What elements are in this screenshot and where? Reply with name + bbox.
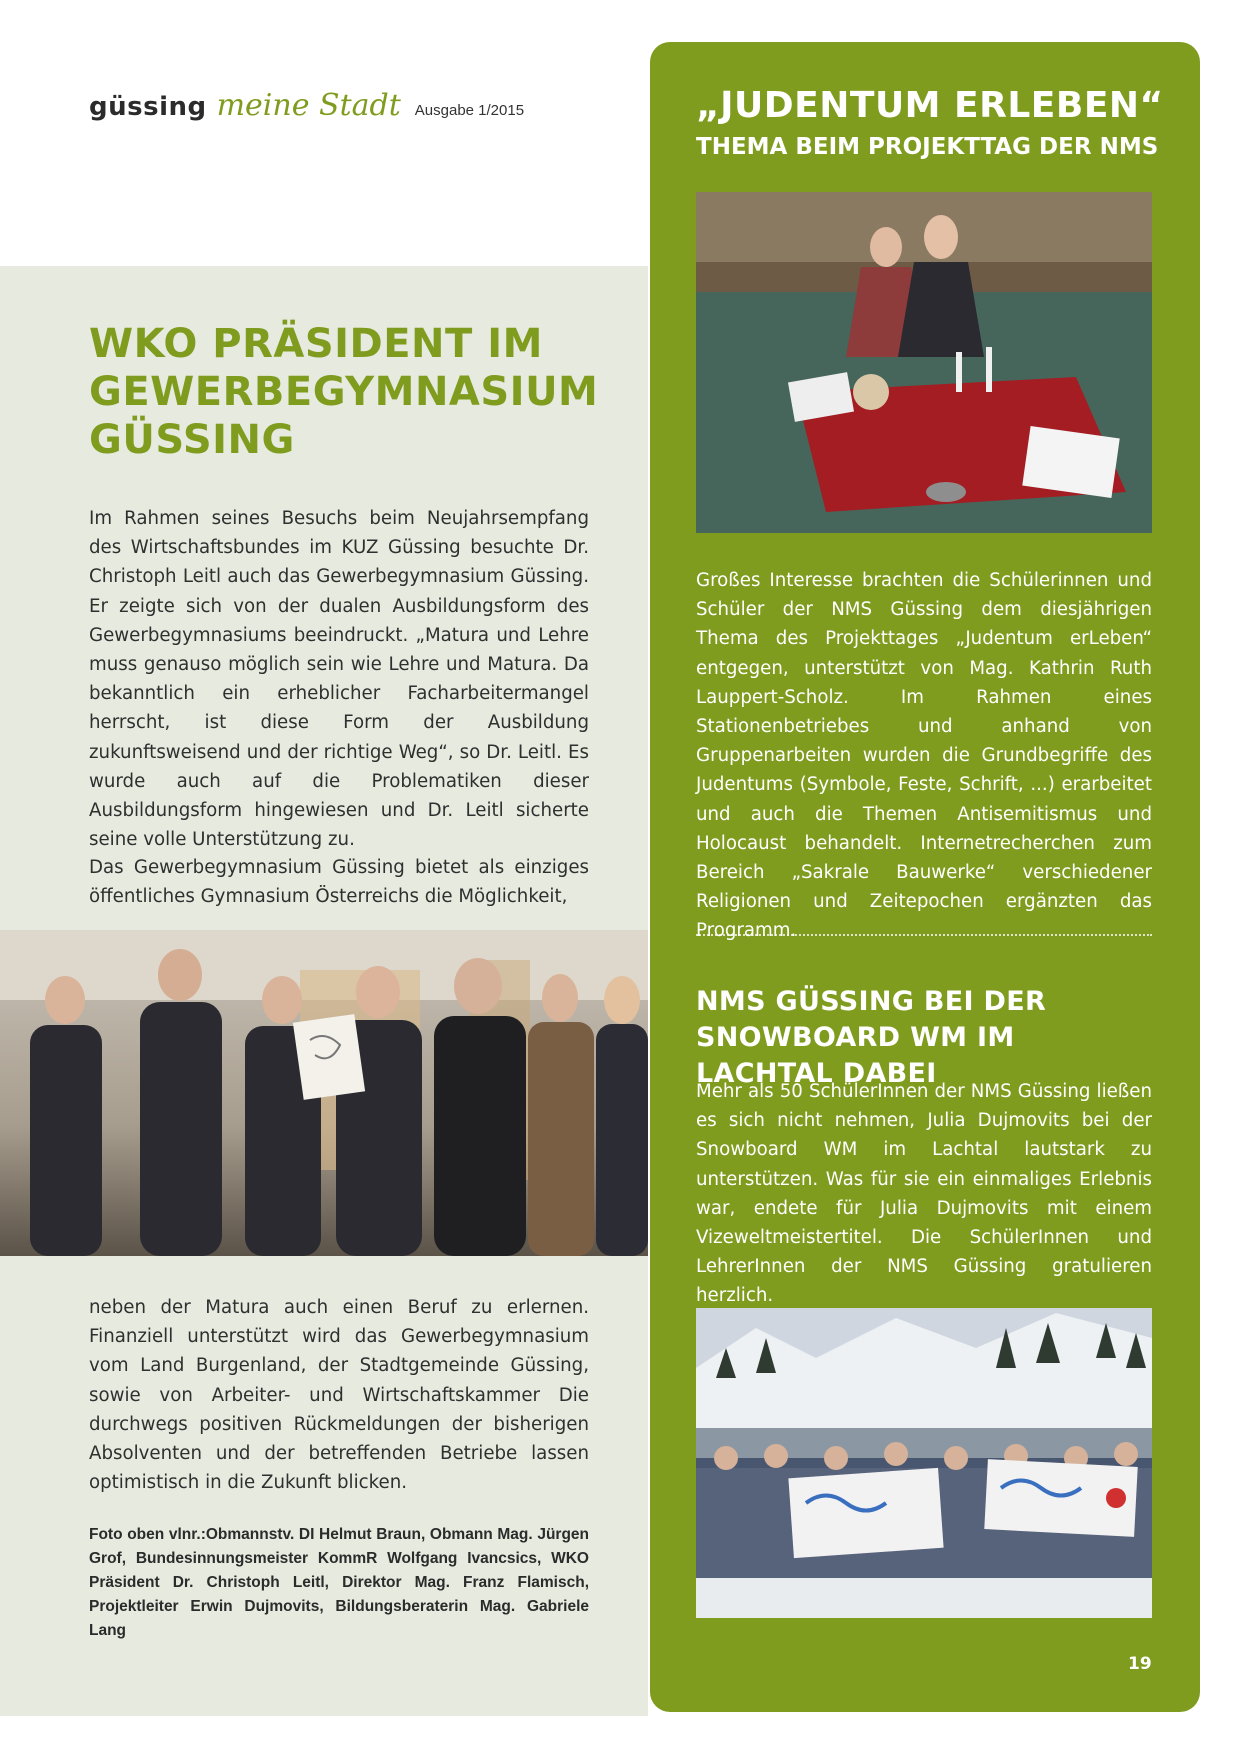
left-article-paragraph-1: Im Rahmen seines Besuchs beim Neujahrsempfang des Wirtschaftsbundes im KUZ Güssing besuchte Dr. Christoph Leitl auch das Gewerbegymnasium Güssing. Er zeigte sich von der dualen Ausbildungsform des Gewerbegymnasiums beeindruckt. „Matura und Lehre muss genauso möglich sein wie Lehre und Matura. Da bekanntlich ein erheblicher Facharbeitermangel herrscht, ist diese Form der Ausbildung zukunftsweisend und der richtige Weg“, so Dr. Leitl. Es wurde auch auf die Problematiken dieser Ausbildungsform hingewiesen und Dr. Leitl sicherte seine volle Unterstützung zu. (89, 508, 589, 851)
page-number: 19 (1128, 1654, 1152, 1674)
photo-caption: Foto oben vlnr.:Obmannstv. DI Helmut Braun, Obmann Mag. Jürgen Grof, Bundesinnungsmeister KommR Wolfgang Ivancsics, WKO Präsident Dr. Christoph Leitl, Direktor Mag. Franz Flamisch, Projektleiter Erwin Dujmovits, Bildungsberaterin Mag. Gabriele Lang (89, 1526, 589, 1639)
left-article-paragraph-2: Das Gewerbegymnasium Güssing bietet als einziges öffentliches Gymnasium Österreichs die Möglichkeit, (89, 857, 589, 908)
snowboard-group-photo (696, 1308, 1152, 1618)
judentum-title: „JUDENTUM ERLEBEN“ (696, 85, 1164, 126)
section-divider (696, 934, 1152, 936)
snowboard-title: NMS GÜSSING BEI DER SNOWBOARD WM IM LACHTAL DABEI (696, 986, 1047, 1089)
judentum-classroom-photo (696, 192, 1152, 533)
brand-slogan: meine Stadt (216, 88, 401, 123)
masthead (89, 88, 524, 128)
snowboard-body: Mehr als 50 SchülerInnen der NMS Güssing ließen es sich nicht nehmen, Julia Dujmovits bei der Snowboard WM im Lachtal lautstark zu unterstützen. Was für sie ein einmaliges Erlebnis war, endete für Julia Dujmovits mit einem Vizeweltmeistertitel. Die SchülerInnen und LehrerInnen der NMS Güssing gratulieren herzlich. (696, 1081, 1152, 1307)
left-article-title: WKO PRÄSIDENT IM GEWERBEGYMNASIUM GÜSSING (89, 321, 599, 463)
issue-label: Ausgabe 1/2015 (414, 102, 525, 119)
judentum-body: Großes Interesse brachten die Schülerinnen und Schüler der NMS Güssing dem diesjährigen Thema des Projekttages „Judentum erLeben“ entgegen, unterstützt von Mag. Kathrin Ruth Lauppert-Scholz. Im Rahmen eines Stationenbetriebes und anhand von Gruppenarbeiten wurden die Grundbegriffe des Judentums (Symbole, Feste, Schrift, ...) erarbeitet und auch die Themen Antisemitismus und Holocaust behandelt. Internetrecherchen zum Bereich „Sakrale Bauwerke“ verschiedener Religionen und Zeitepochen ergänzten das Programm. (696, 570, 1152, 942)
wko-group-photo (0, 930, 648, 1256)
brand-name: güssing (89, 92, 207, 122)
left-article-paragraph-3: neben der Matura auch einen Beruf zu erlernen. Finanziell unterstützt wird das Gewerbegymnasium vom Land Burgenland, der Stadtgemeinde Güssing, sowie von Arbeiter- und Wirtschaftskammer Die durchwegs positiven Rückmeldungen der bisherigen Absolventen und der betreffenden Betriebe lassen optimistisch in die Zukunft blicken. (89, 1297, 589, 1494)
judentum-subtitle: THEMA BEIM PROJEKTTAG DER NMS (696, 134, 1159, 160)
